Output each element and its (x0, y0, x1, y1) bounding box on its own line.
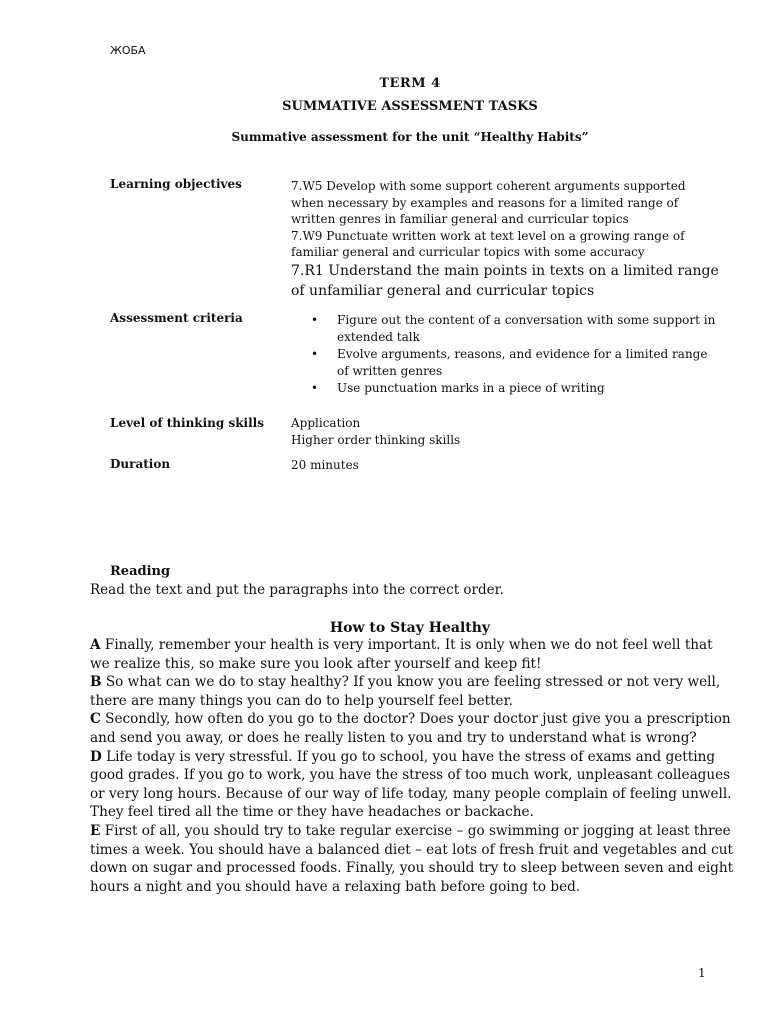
criterion-text: Use punctuation marks in a piece of writing (337, 381, 605, 395)
paragraph-letter: D (90, 748, 102, 765)
paragraph-text: Finally, remember your health is very important. It is only when we do not feel well that we realize this, so make sure you look after yourself and keep fit! (90, 637, 713, 672)
list-item (291, 346, 721, 379)
paragraph-text: First of all, you should try to take regular exercise – go swimming or jogging at least three times a week. You should have a balanced diet – eat lots of fresh fruit and vegetables and cut down on sugar and processed foods. Finally, you should try to sleep between seven and eight hours a night and you should have a relaxing bath before going to bed. (90, 822, 734, 895)
criteria-label: Assessment criteria (110, 311, 243, 325)
criteria-cell (291, 312, 721, 398)
bullet: • (311, 313, 319, 327)
unit-subtitle: Summative assessment for the unit “Healthy Habits” (231, 130, 589, 144)
paragraph-text: Secondly, how often do you go to the doctor? Does your doctor just give you a prescription and send you away, or does he really listen to you and try to understand what is wrong? (90, 711, 731, 746)
bullet: • (311, 347, 319, 361)
criterion-text: Figure out the content of a conversation with some support in extended talk (337, 313, 716, 344)
reading-instruction: Read the text and put the paragraphs into the correct order. (90, 582, 504, 598)
paragraph-letter: A (90, 637, 101, 653)
paragraph-text: Life today is very stressful. If you go to school, you have the stress of exams and getting good grades. If you go to work, you have the stress of too much work, unpleasant colleagues or very long hours. Because of our way of life today, many people complain of feeling unwell. They feel tired all the time or they have headaches or backache. (90, 748, 732, 821)
objective-w9: 7.W9 Punctuate written work at text level on a growing range of familiar general and curricular topics with some accuracy (291, 228, 685, 259)
list-item (291, 380, 721, 397)
list-item (291, 312, 721, 345)
text-title: How to Stay Healthy (329, 620, 491, 636)
paragraph-letter: E (90, 822, 101, 839)
paragraph-a (90, 636, 735, 673)
criterion-text: Evolve arguments, reasons, and evidence for a limited range of written genres (337, 347, 708, 378)
paragraph-d (90, 748, 735, 822)
bullet: • (311, 381, 319, 395)
paragraph-e (90, 822, 735, 896)
duration-label: Duration (110, 457, 171, 471)
header-tag: ЖОБА (110, 44, 146, 57)
reading-text (90, 636, 735, 896)
paragraph-letter: B (90, 674, 102, 691)
objectives-cell (291, 178, 721, 301)
criteria-list (291, 312, 721, 397)
term-heading: TERM 4 (379, 76, 441, 91)
paragraph-b (90, 673, 735, 710)
objective-r1: 7.R1 Understand the main points in texts on a limited range of unfamiliar general and curricular topics (291, 262, 719, 299)
paragraph-c (90, 710, 735, 747)
paragraph-letter: C (90, 711, 101, 728)
page-number: 1 (698, 966, 706, 980)
tasks-heading: SUMMATIVE ASSESSMENT TASKS (282, 99, 538, 114)
thinking-value-application: Application (291, 416, 361, 430)
paragraph-text: So what can we do to stay healthy? If you know you are feeling stressed or not very well, there are many things you can do to help yourself feel better. (90, 674, 721, 709)
duration-value: 20 minutes (291, 458, 359, 472)
objectives-label: Learning objectives (110, 177, 242, 191)
thinking-cell (291, 415, 721, 448)
reading-heading: Reading (110, 564, 171, 579)
thinking-label: Level of thinking skills (110, 416, 264, 430)
thinking-value-higher-order: Higher order thinking skills (291, 432, 461, 447)
objective-w5: 7.W5 Develop with some support coherent arguments supported when necessary by examples and reasons for a limited range of written genres in familiar general and curricular topics (291, 179, 686, 226)
